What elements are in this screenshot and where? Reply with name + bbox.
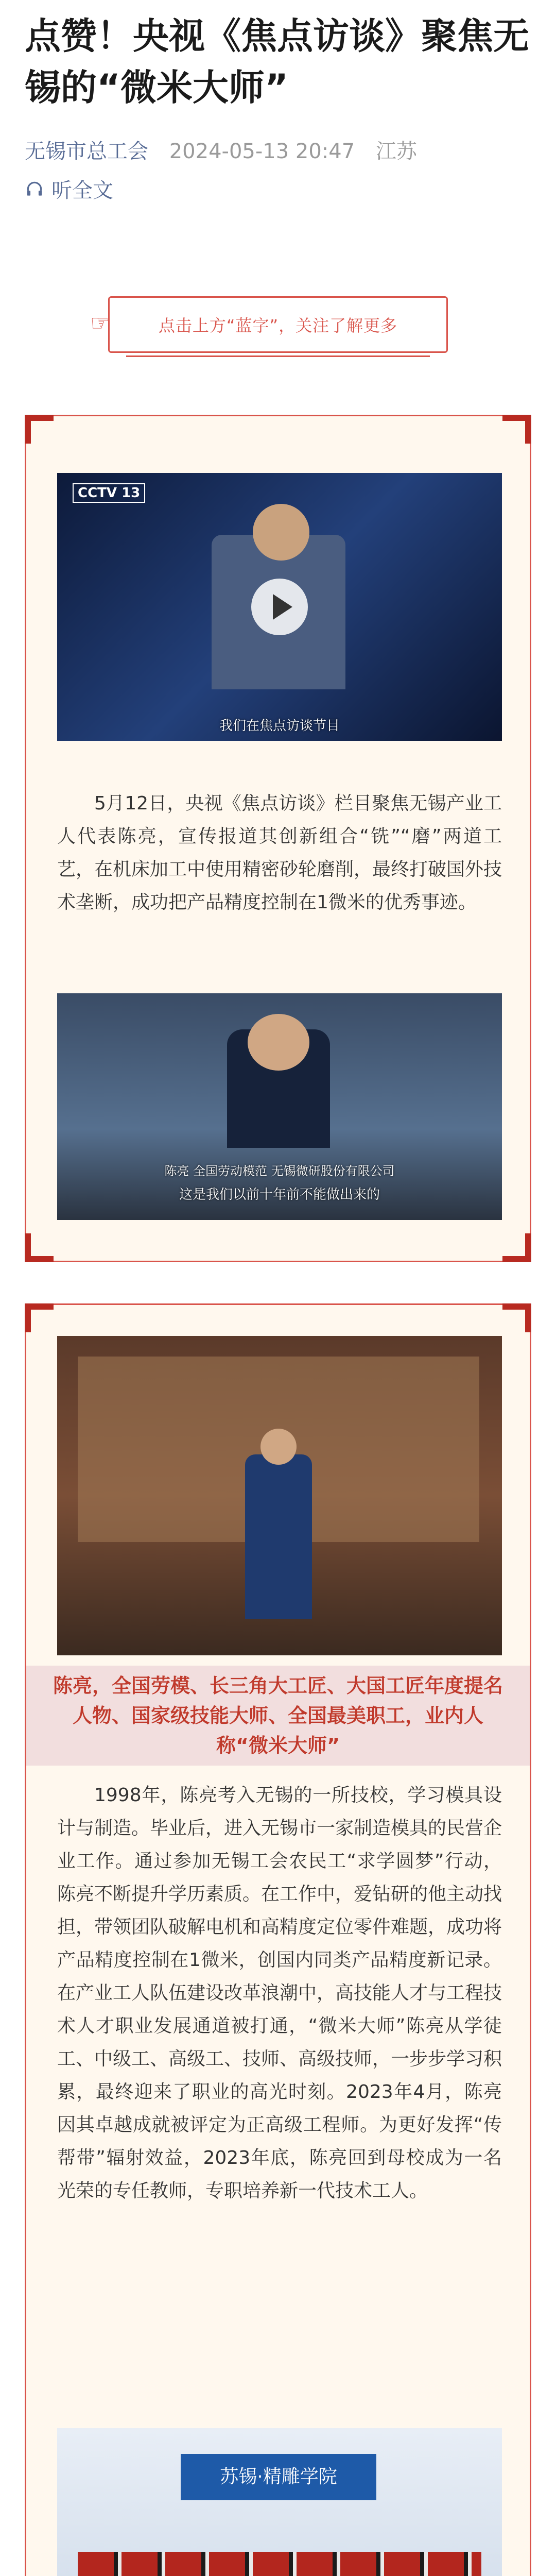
listen-full-article-button[interactable] (25, 174, 113, 204)
card-corner-decoration (25, 415, 54, 444)
portrait-figure-head (260, 1429, 297, 1465)
listen-label: 听全文 (51, 179, 113, 202)
play-icon[interactable] (251, 579, 308, 635)
interview-figure-head (253, 504, 309, 561)
portrait-caption: 陈亮，全国劳模、长三角大工匠、大国工匠年度提名人物、国家级技能大师、全国最美职工，业内人称“微米大师” (26, 1666, 530, 1766)
publish-location: 江苏 (375, 140, 417, 163)
article-meta (25, 135, 431, 164)
headphones-icon (25, 179, 44, 199)
interview-subtitle: 这是我们以前十年前不能做出来的 (179, 1187, 380, 1202)
school-group-photo (57, 2428, 502, 2576)
news-card-1 (25, 415, 531, 1262)
publish-datetime: 2024-05-13 20:47 (169, 140, 355, 163)
card-corner-decoration (25, 1303, 54, 1332)
card-corner-decoration (502, 1233, 531, 1262)
account-name-link[interactable]: 无锡市总工会 (25, 140, 148, 163)
follow-banner[interactable] (90, 296, 448, 353)
card-corner-decoration (502, 1303, 531, 1332)
card-corner-decoration (502, 415, 531, 444)
career-paragraph: 1998年，陈亮考入无锡的一所技校，学习模具设计与制造。毕业后，进入无锡市一家制造模具的民营企业工作。通过参加无锡工会农民工“求学圆梦”行动，陈亮不断提升学历素质。在工作中，爱钻研的他主动找担，带领团队破解电机和高精度定位零件难题，成功将产品精度控制在1微米，创国内同类产品精度新记录。在产业工人队伍建设改革浪潮中，高技能人才与工程技术人才职业发展通道被打通，“微米大师”陈亮从学徒工、中级工、高级工、技师、高级技师，一步步学习积累，最终迎来了职业的高光时刻。2023年4月，陈亮因其卓越成就被评定为正高级工程师。为更好发挥“传帮带”辐射效益，2023年底，陈亮回到母校成为一名光荣的专任教师，专职培养新一代技术工人。 (57, 1785, 502, 2201)
pointing-hand-icon: ☞ (90, 310, 111, 336)
portrait-figure (245, 1454, 312, 1619)
banner-divider (126, 355, 430, 357)
interview-subtitle-name: 陈亮 全国劳动模范 无锡微研股份有限公司 (164, 1164, 395, 1178)
portrait-photo (57, 1336, 502, 1655)
follow-banner-text: 点击上方“蓝字”，关注了解更多 (158, 316, 398, 335)
cctv-logo: CCTV 13 (73, 483, 145, 503)
interview-photo (57, 993, 502, 1220)
school-banner: 苏锡·精雕学院 (181, 2454, 376, 2500)
news-card-2 (25, 1303, 531, 2576)
worker-figure-head (248, 1014, 309, 1071)
video-caption: 我们在焦点访谈节目 (219, 718, 340, 734)
article-title: 点赞！央视《焦点访谈》聚焦无锡的“微米大师” (25, 15, 529, 109)
video-thumbnail[interactable] (57, 473, 502, 741)
intro-paragraph: 5月12日，央视《焦点访谈》栏目聚焦无锡产业工人代表陈亮，宣传报道其创新组合“铣”“磨”两道工艺，在机床加工中使用精密砂轮磨削，最终打破国外技术垄断，成功把产品精度控制在1微米的优秀事迹。 (57, 793, 502, 913)
card-corner-decoration (25, 1233, 54, 1262)
group-figures (78, 2552, 481, 2576)
